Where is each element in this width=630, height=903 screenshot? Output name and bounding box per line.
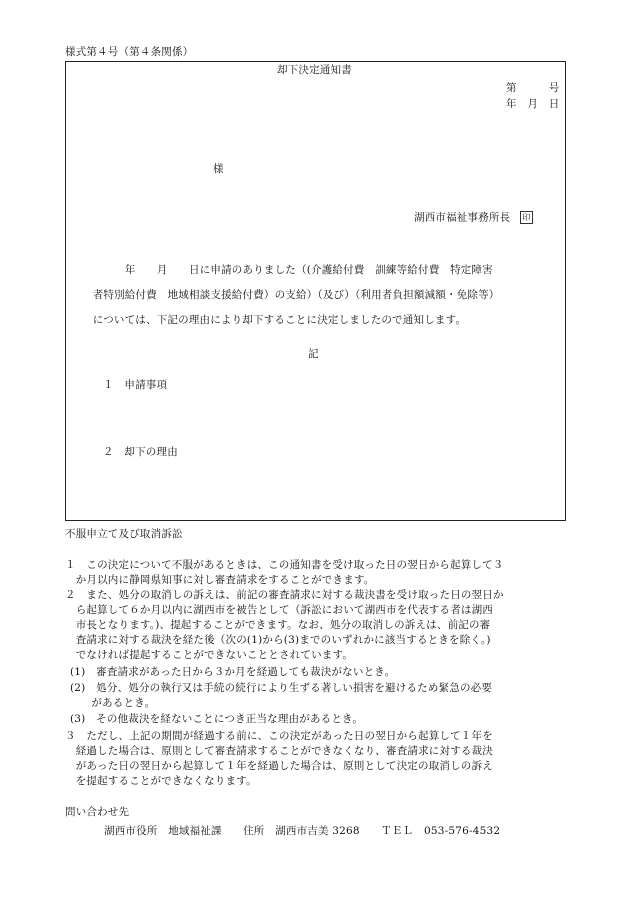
appeal-line: を提起することができなくなります。 bbox=[65, 775, 257, 787]
appeal-line: でなければ提起することができないこととされています。 bbox=[65, 649, 354, 661]
appeal-line: があった日の翌日から起算して１年を経過した場合は、原則として決定の取消しの訴え bbox=[65, 760, 493, 772]
appeal-heading: 不服申立て及び取消訴訟 bbox=[65, 528, 183, 540]
main-paragraph-line-3: については、下記の理由により却下することに決定しましたので通知します。 bbox=[82, 314, 467, 326]
contact-info: 湖西市役所 地域福祉課 住所 湖西市吉美 3268 ＴＥＬ 053-576-4532 bbox=[104, 825, 501, 837]
ki-heading: 記 bbox=[308, 348, 319, 360]
appeal-line: があるとき。 bbox=[70, 697, 156, 709]
appeal-line: ２ また、処分の取消しの訴えは、前記の審査請求に対する裁決書を受け取った日の翌日か bbox=[65, 589, 504, 601]
appeal-line: 市長となります。)、提起することができます。なお、処分の取消しの訴えは、前記の審 bbox=[65, 619, 491, 631]
appeal-line: (1) 審査請求があった日から３か月を経過しても裁決がないとき。 bbox=[70, 666, 396, 678]
document-title: 却下決定通知書 bbox=[277, 64, 352, 76]
appeal-line: 査請求に対する裁決を経た後（次の(1)から(3)までのいずれかに該当するときを除く。) bbox=[65, 634, 491, 646]
item-application: １ 申請事項 bbox=[103, 379, 168, 391]
item-rejection-reason: ２ 却下の理由 bbox=[103, 446, 178, 458]
form-label: 様式第４号（第４条関係） bbox=[65, 46, 194, 58]
appeal-line: (2) 処分、処分の執行又は手続の続行により生ずる著しい損害を避けるため緊急の必要 bbox=[70, 682, 493, 694]
appeal-line: 経過した場合は、原則として審査請求することができなくなり、審査請求に対する裁決 bbox=[65, 745, 493, 757]
seal-mark: 印 bbox=[520, 211, 533, 224]
appeal-line: か月以内に静岡県知事に対し審査請求をすることができます。 bbox=[65, 574, 375, 586]
appeal-line: ３ ただし、上記の期間が経過する前に、この決定があった日の翌日から起算して１年を bbox=[65, 730, 493, 742]
appeal-line: (3) その他裁決を経ないことにつき正当な理由があるとき。 bbox=[70, 713, 364, 725]
contact-heading: 問い合わせ先 bbox=[65, 806, 130, 818]
main-paragraph-line-2: 者特別給付費 地域相談支援給付費）の支給）（及び）（利用者負担額減額・免除等） bbox=[82, 289, 500, 301]
recipient-suffix: 様 bbox=[213, 163, 224, 175]
sender-name: 湖西市福祉事務所長 bbox=[414, 211, 511, 224]
document-number: 第 号 bbox=[506, 82, 560, 94]
appeal-line: ら起算して６か月以内に湖西市を被告として（訴訟において湖西市を代表する者は湖西 bbox=[65, 604, 493, 616]
document-date: 年 月 日 bbox=[506, 98, 560, 110]
main-paragraph-line-1: 年 月 日に申請のありました（(介護給付費 訓練等給付費 特定障害 bbox=[82, 264, 493, 276]
appeal-line: １ この決定について不服があるときは、この通知書を受け取った日の翌日から起算して３ bbox=[65, 559, 504, 571]
sender bbox=[414, 211, 533, 224]
